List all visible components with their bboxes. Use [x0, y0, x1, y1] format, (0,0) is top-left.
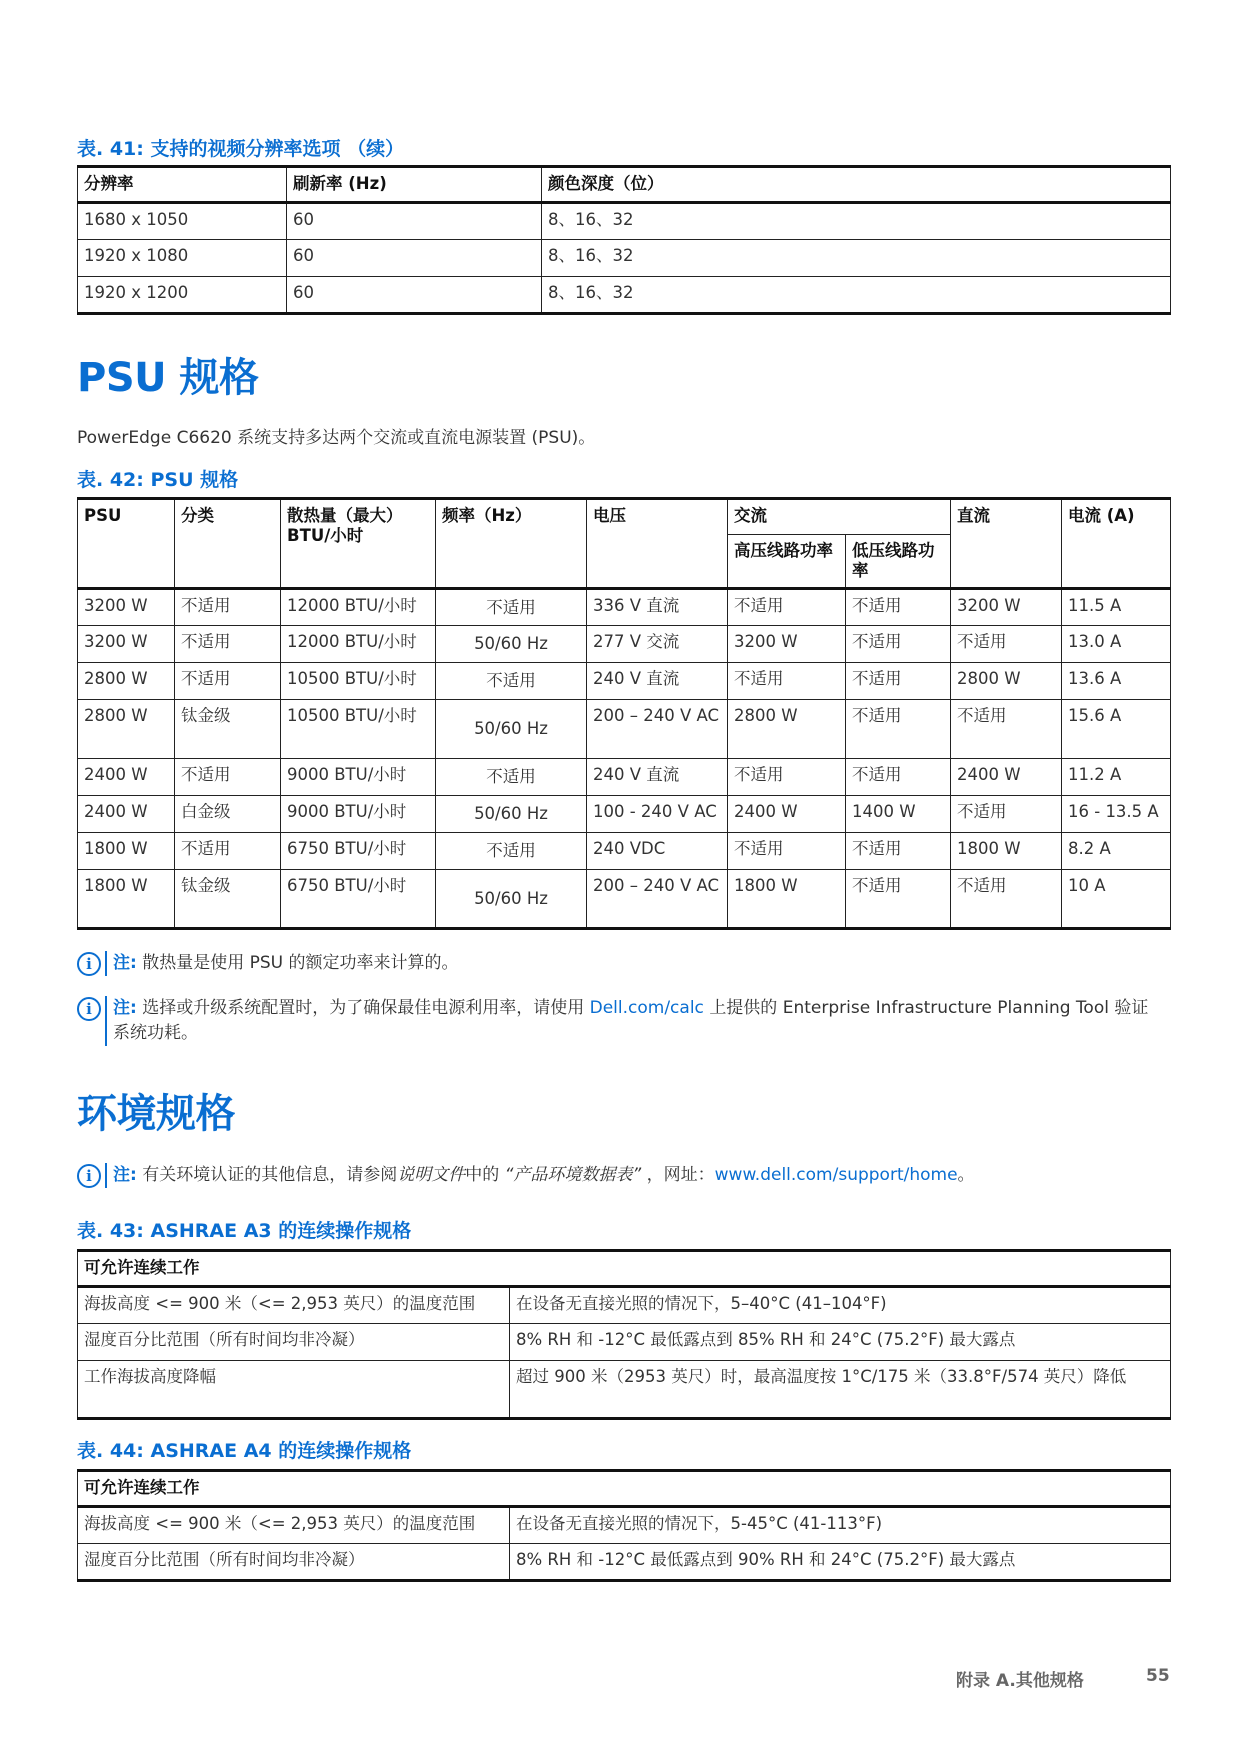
table-cell: 不适用 — [728, 663, 846, 700]
table-44-header: 可允许连续工作 — [78, 1471, 1171, 1507]
table-cell: 10 A — [1062, 870, 1171, 929]
table-cell: 超过 900 米（2953 英尺）时，最高温度按 1°C/175 米（33.8°F/574 英尺）降低 — [510, 1361, 1171, 1419]
table-42-header-ac-high: 高压线路功率 — [728, 535, 846, 589]
table-row — [78, 277, 1171, 314]
table-42-header-voltage: 电压 — [587, 499, 728, 589]
table-cell: 2800 W — [951, 663, 1062, 700]
note-text: 。 — [957, 1165, 975, 1185]
table-cell: 不适用 — [175, 626, 281, 663]
table-cell: 不适用 — [728, 759, 846, 796]
table-43-caption: 表. 43: ASHRAE A3 的连续操作规格 — [77, 1220, 412, 1242]
table-41-header-resolution: 分辨率 — [78, 167, 287, 203]
note-heat — [77, 951, 1171, 976]
table-cell: 10500 BTU/小时 — [281, 700, 436, 759]
table-42-header-ac-low: 低压线路功率 — [846, 535, 951, 589]
env-section-title: 环境规格 — [77, 1091, 235, 1137]
table-row — [78, 1507, 1171, 1544]
note-divider — [105, 951, 107, 976]
table-42-header-current: 电流 (A) — [1062, 499, 1171, 589]
table-cell: 不适用 — [436, 833, 587, 870]
table-cell: 277 V 交流 — [587, 626, 728, 663]
table-cell: 湿度百分比范围（所有时间均非冷凝） — [78, 1544, 510, 1581]
note-calc — [77, 996, 1171, 1046]
table-cell: 50/60 Hz — [436, 700, 587, 759]
table-cell: 9000 BTU/小时 — [281, 759, 436, 796]
info-icon: i — [77, 997, 101, 1021]
table-cell: 湿度百分比范围（所有时间均非冷凝） — [78, 1324, 510, 1361]
table-row — [78, 203, 1171, 240]
table-cell: 8.2 A — [1062, 833, 1171, 870]
table-42-header-class: 分类 — [175, 499, 281, 589]
table-44-caption: 表. 44: ASHRAE A4 的连续操作规格 — [77, 1440, 412, 1462]
table-cell: 8% RH 和 -12°C 最低露点到 90% RH 和 24°C (75.2°F) 最大露点 — [510, 1544, 1171, 1581]
note-text: 上提供的 Enterprise Infrastructure Planning Tool 验证系统功耗。 — [113, 998, 1149, 1043]
table-row — [78, 1544, 1171, 1581]
table-cell: 1800 W — [78, 870, 175, 929]
table-cell: 不适用 — [436, 589, 587, 626]
table-cell: 在设备无直接光照的情况下，5-45°C (41-113°F) — [510, 1507, 1171, 1544]
table-cell: 不适用 — [728, 833, 846, 870]
table-cell: 50/60 Hz — [436, 796, 587, 833]
table-cell: 12000 BTU/小时 — [281, 626, 436, 663]
table-cell: 50/60 Hz — [436, 870, 587, 929]
table-row — [78, 759, 1171, 796]
table-cell: 钛金级 — [175, 700, 281, 759]
table-cell: 240 V 直流 — [587, 759, 728, 796]
note-text: ，网址： — [641, 1165, 715, 1185]
table-cell: 12000 BTU/小时 — [281, 589, 436, 626]
table-cell: 9000 BTU/小时 — [281, 796, 436, 833]
dell-calc-link[interactable]: Dell.com/calc — [589, 998, 704, 1018]
table-42-header-ac: 交流 — [728, 499, 951, 535]
note-text: 中的 — [465, 1165, 505, 1185]
table-row — [78, 700, 1171, 759]
table-row — [78, 1287, 1171, 1324]
table-row — [78, 240, 1171, 277]
table-41-header-depth: 颜色深度（位） — [542, 167, 1171, 203]
table-cell: 不适用 — [175, 833, 281, 870]
table-44 — [77, 1469, 1171, 1582]
table-cell: 15.6 A — [1062, 700, 1171, 759]
table-cell: 不适用 — [951, 626, 1062, 663]
table-cell: 不适用 — [436, 663, 587, 700]
table-41-caption: 表. 41: 支持的视频分辨率选项 （续） — [77, 138, 405, 160]
table-cell: 3200 W — [78, 589, 175, 626]
table-cell: 1800 W — [728, 870, 846, 929]
table-cell: 2400 W — [728, 796, 846, 833]
table-row — [78, 833, 1171, 870]
table-cell: 6750 BTU/小时 — [281, 870, 436, 929]
table-cell: 50/60 Hz — [436, 626, 587, 663]
table-42-header-dc: 直流 — [951, 499, 1062, 589]
table-cell: 1800 W — [951, 833, 1062, 870]
note-doc-ref: 说明文件 — [397, 1165, 466, 1185]
table-cell: 60 — [287, 240, 542, 277]
table-cell: 不适用 — [175, 589, 281, 626]
table-cell: 2800 W — [728, 700, 846, 759]
table-cell: 2800 W — [78, 700, 175, 759]
table-cell: 不适用 — [175, 663, 281, 700]
table-cell: 13.0 A — [1062, 626, 1171, 663]
table-cell: 1800 W — [78, 833, 175, 870]
table-cell: 不适用 — [951, 870, 1062, 929]
psu-section-title: PSU 规格 — [77, 355, 259, 401]
table-cell: 白金级 — [175, 796, 281, 833]
table-cell: 不适用 — [846, 626, 951, 663]
table-42-header-freq: 频率（Hz） — [436, 499, 587, 589]
psu-intro: PowerEdge C6620 系统支持多达两个交流或直流电源装置 (PSU)。 — [77, 428, 596, 448]
table-cell: 3200 W — [78, 626, 175, 663]
table-cell: 100 - 240 V AC — [587, 796, 728, 833]
note-label: 注: — [113, 953, 137, 973]
table-cell: 不适用 — [846, 589, 951, 626]
table-cell: 240 VDC — [587, 833, 728, 870]
table-row — [78, 870, 1171, 929]
note-datasheet-ref: “产品环境数据表” — [504, 1165, 642, 1185]
table-cell: 不适用 — [846, 833, 951, 870]
table-row — [78, 663, 1171, 700]
page-number: 55 — [1146, 1666, 1170, 1686]
table-cell: 13.6 A — [1062, 663, 1171, 700]
table-cell: 不适用 — [846, 700, 951, 759]
info-icon: i — [77, 1164, 101, 1188]
table-cell: 海拔高度 <= 900 米（<= 2,953 英尺）的温度范围 — [78, 1507, 510, 1544]
table-cell: 不适用 — [846, 663, 951, 700]
note-text: 选择或升级系统配置时，为了确保最佳电源利用率，请使用 — [142, 998, 585, 1018]
table-cell: 6750 BTU/小时 — [281, 833, 436, 870]
table-cell: 钛金级 — [175, 870, 281, 929]
table-cell: 不适用 — [846, 870, 951, 929]
table-row — [78, 796, 1171, 833]
note-divider — [105, 996, 107, 1046]
table-cell: 200 – 240 V AC — [587, 700, 728, 759]
info-icon: i — [77, 952, 101, 976]
table-cell: 在设备无直接光照的情况下，5–40°C (41–104°F) — [510, 1287, 1171, 1324]
table-43-header: 可允许连续工作 — [78, 1251, 1171, 1287]
table-cell: 不适用 — [175, 759, 281, 796]
table-cell: 10500 BTU/小时 — [281, 663, 436, 700]
table-row — [78, 626, 1171, 663]
table-cell: 1920 x 1080 — [78, 240, 287, 277]
table-cell: 不适用 — [846, 759, 951, 796]
table-cell: 8、16、32 — [542, 240, 1171, 277]
table-cell: 1920 x 1200 — [78, 277, 287, 314]
table-cell: 不适用 — [728, 589, 846, 626]
table-cell: 8% RH 和 -12°C 最低露点到 85% RH 和 24°C (75.2°F) 最大露点 — [510, 1324, 1171, 1361]
note-divider — [105, 1163, 107, 1188]
table-42 — [77, 497, 1171, 930]
table-41 — [77, 165, 1171, 315]
table-cell: 不适用 — [951, 796, 1062, 833]
note-text: 散热量是使用 PSU 的额定功率来计算的。 — [142, 953, 459, 973]
table-cell: 11.2 A — [1062, 759, 1171, 796]
note-text: 有关环境认证的其他信息，请参阅 — [142, 1165, 398, 1185]
table-cell: 不适用 — [951, 700, 1062, 759]
table-cell: 1680 x 1050 — [78, 203, 287, 240]
table-cell: 3200 W — [728, 626, 846, 663]
table-cell: 2400 W — [78, 796, 175, 833]
table-cell: 11.5 A — [1062, 589, 1171, 626]
table-cell: 工作海拔高度降幅 — [78, 1361, 510, 1419]
table-cell: 不适用 — [436, 759, 587, 796]
table-cell: 8、16、32 — [542, 203, 1171, 240]
table-row — [78, 1361, 1171, 1419]
table-cell: 8、16、32 — [542, 277, 1171, 314]
table-cell: 2800 W — [78, 663, 175, 700]
table-cell: 60 — [287, 277, 542, 314]
table-cell: 200 – 240 V AC — [587, 870, 728, 929]
note-label: 注: — [113, 1165, 137, 1185]
dell-support-link[interactable]: www.dell.com/support/home — [714, 1165, 958, 1185]
table-cell: 60 — [287, 203, 542, 240]
table-cell: 3200 W — [951, 589, 1062, 626]
footer-section: 附录 A.其他规格 — [956, 1671, 1084, 1691]
table-cell: 1400 W — [846, 796, 951, 833]
table-41-header-refresh: 刷新率 (Hz) — [287, 167, 542, 203]
table-cell: 海拔高度 <= 900 米（<= 2,953 英尺）的温度范围 — [78, 1287, 510, 1324]
table-43 — [77, 1249, 1171, 1420]
table-42-caption: 表. 42: PSU 规格 — [77, 469, 239, 491]
table-cell: 336 V 直流 — [587, 589, 728, 626]
table-42-header-psu: PSU — [78, 499, 175, 589]
table-cell: 2400 W — [78, 759, 175, 796]
note-label: 注: — [113, 998, 137, 1018]
table-cell: 16 - 13.5 A — [1062, 796, 1171, 833]
table-42-header-heat: 散热量（最大）BTU/小时 — [281, 499, 436, 589]
table-row — [78, 589, 1171, 626]
note-env — [77, 1163, 1171, 1188]
table-cell: 240 V 直流 — [587, 663, 728, 700]
table-row — [78, 1324, 1171, 1361]
table-cell: 2400 W — [951, 759, 1062, 796]
